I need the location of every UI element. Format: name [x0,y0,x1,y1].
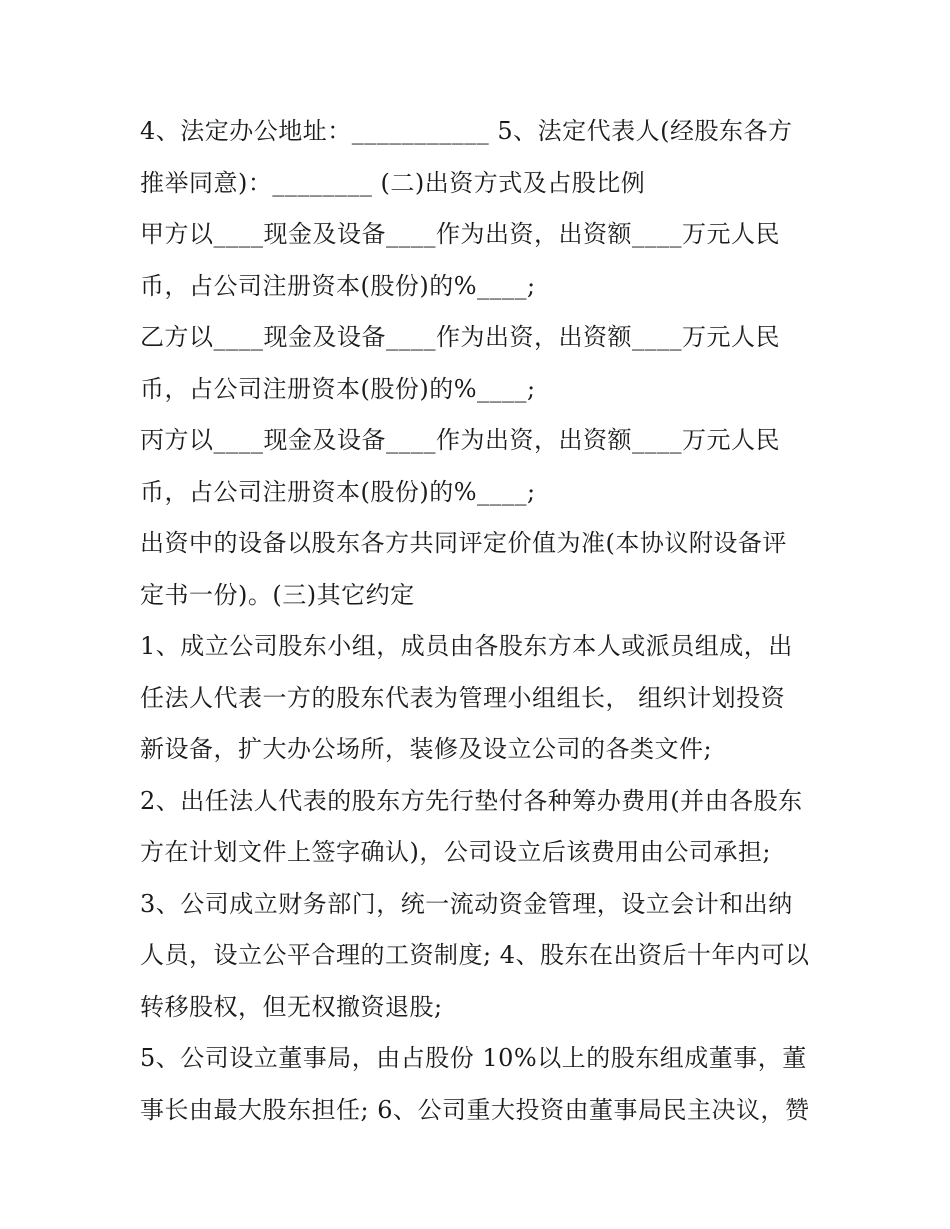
text-line: 新设备，扩大办公场所，装修及设立公司的各类文件; [140,735,713,763]
text-line: 4、法定办公地址：___________ 5、法定代表人(经股东各方 [140,117,793,145]
text-line: 丙方以____现金及设备____作为出资，出资额____万元人民 [140,426,780,454]
text-line: 事长由最大股东担任; 6、公司重大投资由董事局民主决议，赞 [140,1095,810,1124]
text-line: 币，占公司注册资本(股份)的%____; [140,271,536,300]
text-line: 2、出任法人代表的股东方先行垫付各种筹办费用(并由各股东 [140,786,803,815]
text-line: 5、公司设立董事局，由占股份 10%以上的股东组成董事，董 [140,1044,807,1072]
text-line: 出资中的设备以股东各方共同评定价值为准(本协议附设备评 [140,529,787,557]
document-body [140,106,830,1136]
text-line: 3、公司成立财务部门，统一流动资金管理，设立会计和出纳 [140,889,793,918]
text-line: 币，占公司注册资本(股份)的%____; [140,374,536,403]
text-line: 推举同意)：________ (二)出资方式及占股比例 [140,168,646,197]
text-line: 1、成立公司股东小组，成员由各股东方本人或派员组成，出 [140,632,793,660]
text-line: 甲方以____现金及设备____作为出资，出资额____万元人民 [140,220,780,248]
text-line: 任法人代表一方的股东代表为管理小组组长， 组织计划投资 [140,683,786,712]
text-line: 定书一份)。(三)其它约定 [140,580,415,609]
text-line: 币，占公司注册资本(股份)的%____; [140,477,536,506]
text-line: 人员，设立公平合理的工资制度; 4、股东在出资后十年内可以 [140,941,810,969]
text-line: 转移股权，但无权撤资退股; [140,992,443,1021]
text-line: 乙方以____现金及设备____作为出资，出资额____万元人民 [140,323,780,351]
text-line: 方在计划文件上签字确认)，公司设立后该费用由公司承担; [140,838,771,866]
